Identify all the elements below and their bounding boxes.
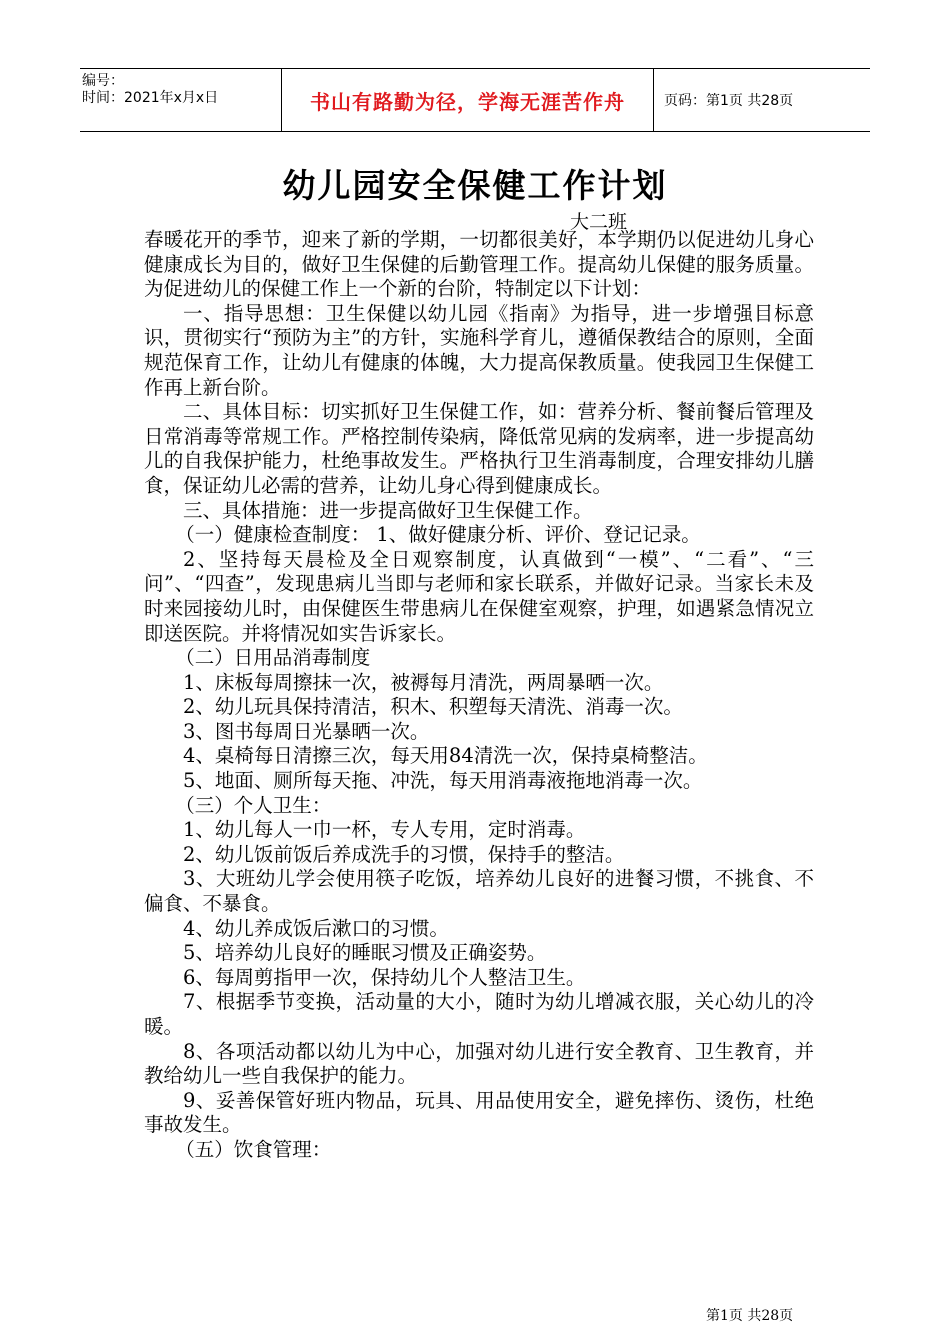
paragraph-measures: 三、具体措施：进一步提高做好卫生保健工作。 <box>183 498 593 522</box>
document-subtitle: 大二班 <box>570 211 628 233</box>
list-item: 4、幼儿养成饭后漱口的习惯。 <box>183 916 449 940</box>
list-item: 4、桌椅每日清擦三次，每天用84清洗一次，保持桌椅整洁。 <box>183 744 708 768</box>
list-item: 1、床板每周擦抹一次，被褥每月清洗，两周暴晒一次。 <box>183 670 664 694</box>
list-item: 3、图书每周日光暴晒一次。 <box>183 719 430 743</box>
time-label: 时间：2021年x月x日 <box>82 90 219 106</box>
paragraph-guiding-ideas: 一、指导思想：卫生保健以幼儿园《指南》为指导，进一步增强目标意识，贯彻实行“预防为主”的方针，实施科学育儿，遵循保教结合的原则，全面规范保育工作，让幼儿有健康的体魄，大力提高保教质量。使我园卫生保健工作再上新台阶。 <box>144 301 814 399</box>
list-item: 7、根据季节变换，活动量的大小，随时为幼儿增减衣服，关心幼儿的冷暖。 <box>144 990 814 1038</box>
header-meta-cell <box>80 69 282 131</box>
document-title: 幼儿园安全保健工作计划 <box>282 166 668 205</box>
list-item: 6、每周剪指甲一次，保持幼儿个人整洁卫生。 <box>183 965 586 989</box>
list-item: 3、大班幼儿学会使用筷子吃饭，培养幼儿良好的进餐习惯，不挑食、不偏食、不暴食。 <box>144 867 814 916</box>
list-item: 5、地面、厕所每天拖、冲洗，每天用消毒液拖地消毒一次。 <box>183 769 703 793</box>
section-health-check: （一）健康检查制度： 1、做好健康分析、评价、登记记录。 <box>175 523 701 547</box>
document-header <box>80 68 870 132</box>
page-info: 页码：第1页 共28页 <box>664 93 794 109</box>
section-personal-hygiene: （三）个人卫生： <box>175 793 332 817</box>
number-label: 编号： <box>82 73 124 89</box>
section-disinfection: （二）日用品消毒制度 <box>175 646 371 670</box>
motto-text: 书山有路勤为径，学海无涯苦作舟 <box>310 89 625 114</box>
header-page-cell <box>654 69 870 131</box>
list-item: 8、各项活动都以幼儿为中心，加强对幼儿进行安全教育、卫生教育，并教给幼儿一些自我保护的能力。 <box>144 1039 814 1088</box>
list-item: 2、幼儿玩具保持清洁，积木、积塑每天清洗、消毒一次。 <box>183 695 683 719</box>
document-body <box>144 228 814 1163</box>
page-footer: 第1页 共28页 <box>706 1308 794 1324</box>
paragraph-objectives: 二、具体目标：切实抓好卫生保健工作，如：营养分析、餐前餐后管理及日常消毒等常规工作。严格控制传染病，降低常见病的发病率，进一步提高幼儿的自我保护能力，杜绝事故发生。严格执行卫生消毒制度，合理安排幼儿膳食，保证幼儿必需的营养，让幼儿身心得到健康成长。 <box>144 400 814 497</box>
list-item: 9、妥善保管好班内物品，玩具、用品使用安全，避免摔伤、烫伤，杜绝事故发生。 <box>144 1088 814 1137</box>
list-item: 2、幼儿饭前饭后养成洗手的习惯，保持手的整洁。 <box>183 842 625 866</box>
header-motto-cell <box>282 69 654 131</box>
list-item: 1、幼儿每人一巾一杯，专人专用，定时消毒。 <box>183 818 586 842</box>
paragraph-intro: 春暖花开的季节，迎来了新的学期，一切都很美好，本学期仍以促进幼儿身心健康成长为目的，做好卫生保健的后勤管理工作。提高幼儿保健的服务质量。为促进幼儿的保健工作上一个新的台阶，特制定以下计划： <box>144 228 814 301</box>
list-item: 2、坚持每天晨检及全日观察制度，认真做到“一模”、“二看”、“三问”、“四查”，发现患病儿当即与老师和家长联系，并做好记录。当家长未及时来园接幼儿时，由保健医生带患病儿在保健室观察，护理，如遇紧急情况立即送医院。并将情况如实告诉家长。 <box>144 547 814 645</box>
section-diet-management: （五）饮食管理： <box>175 1137 332 1161</box>
list-item: 5、培养幼儿良好的睡眠习惯及正确姿势。 <box>183 941 547 965</box>
